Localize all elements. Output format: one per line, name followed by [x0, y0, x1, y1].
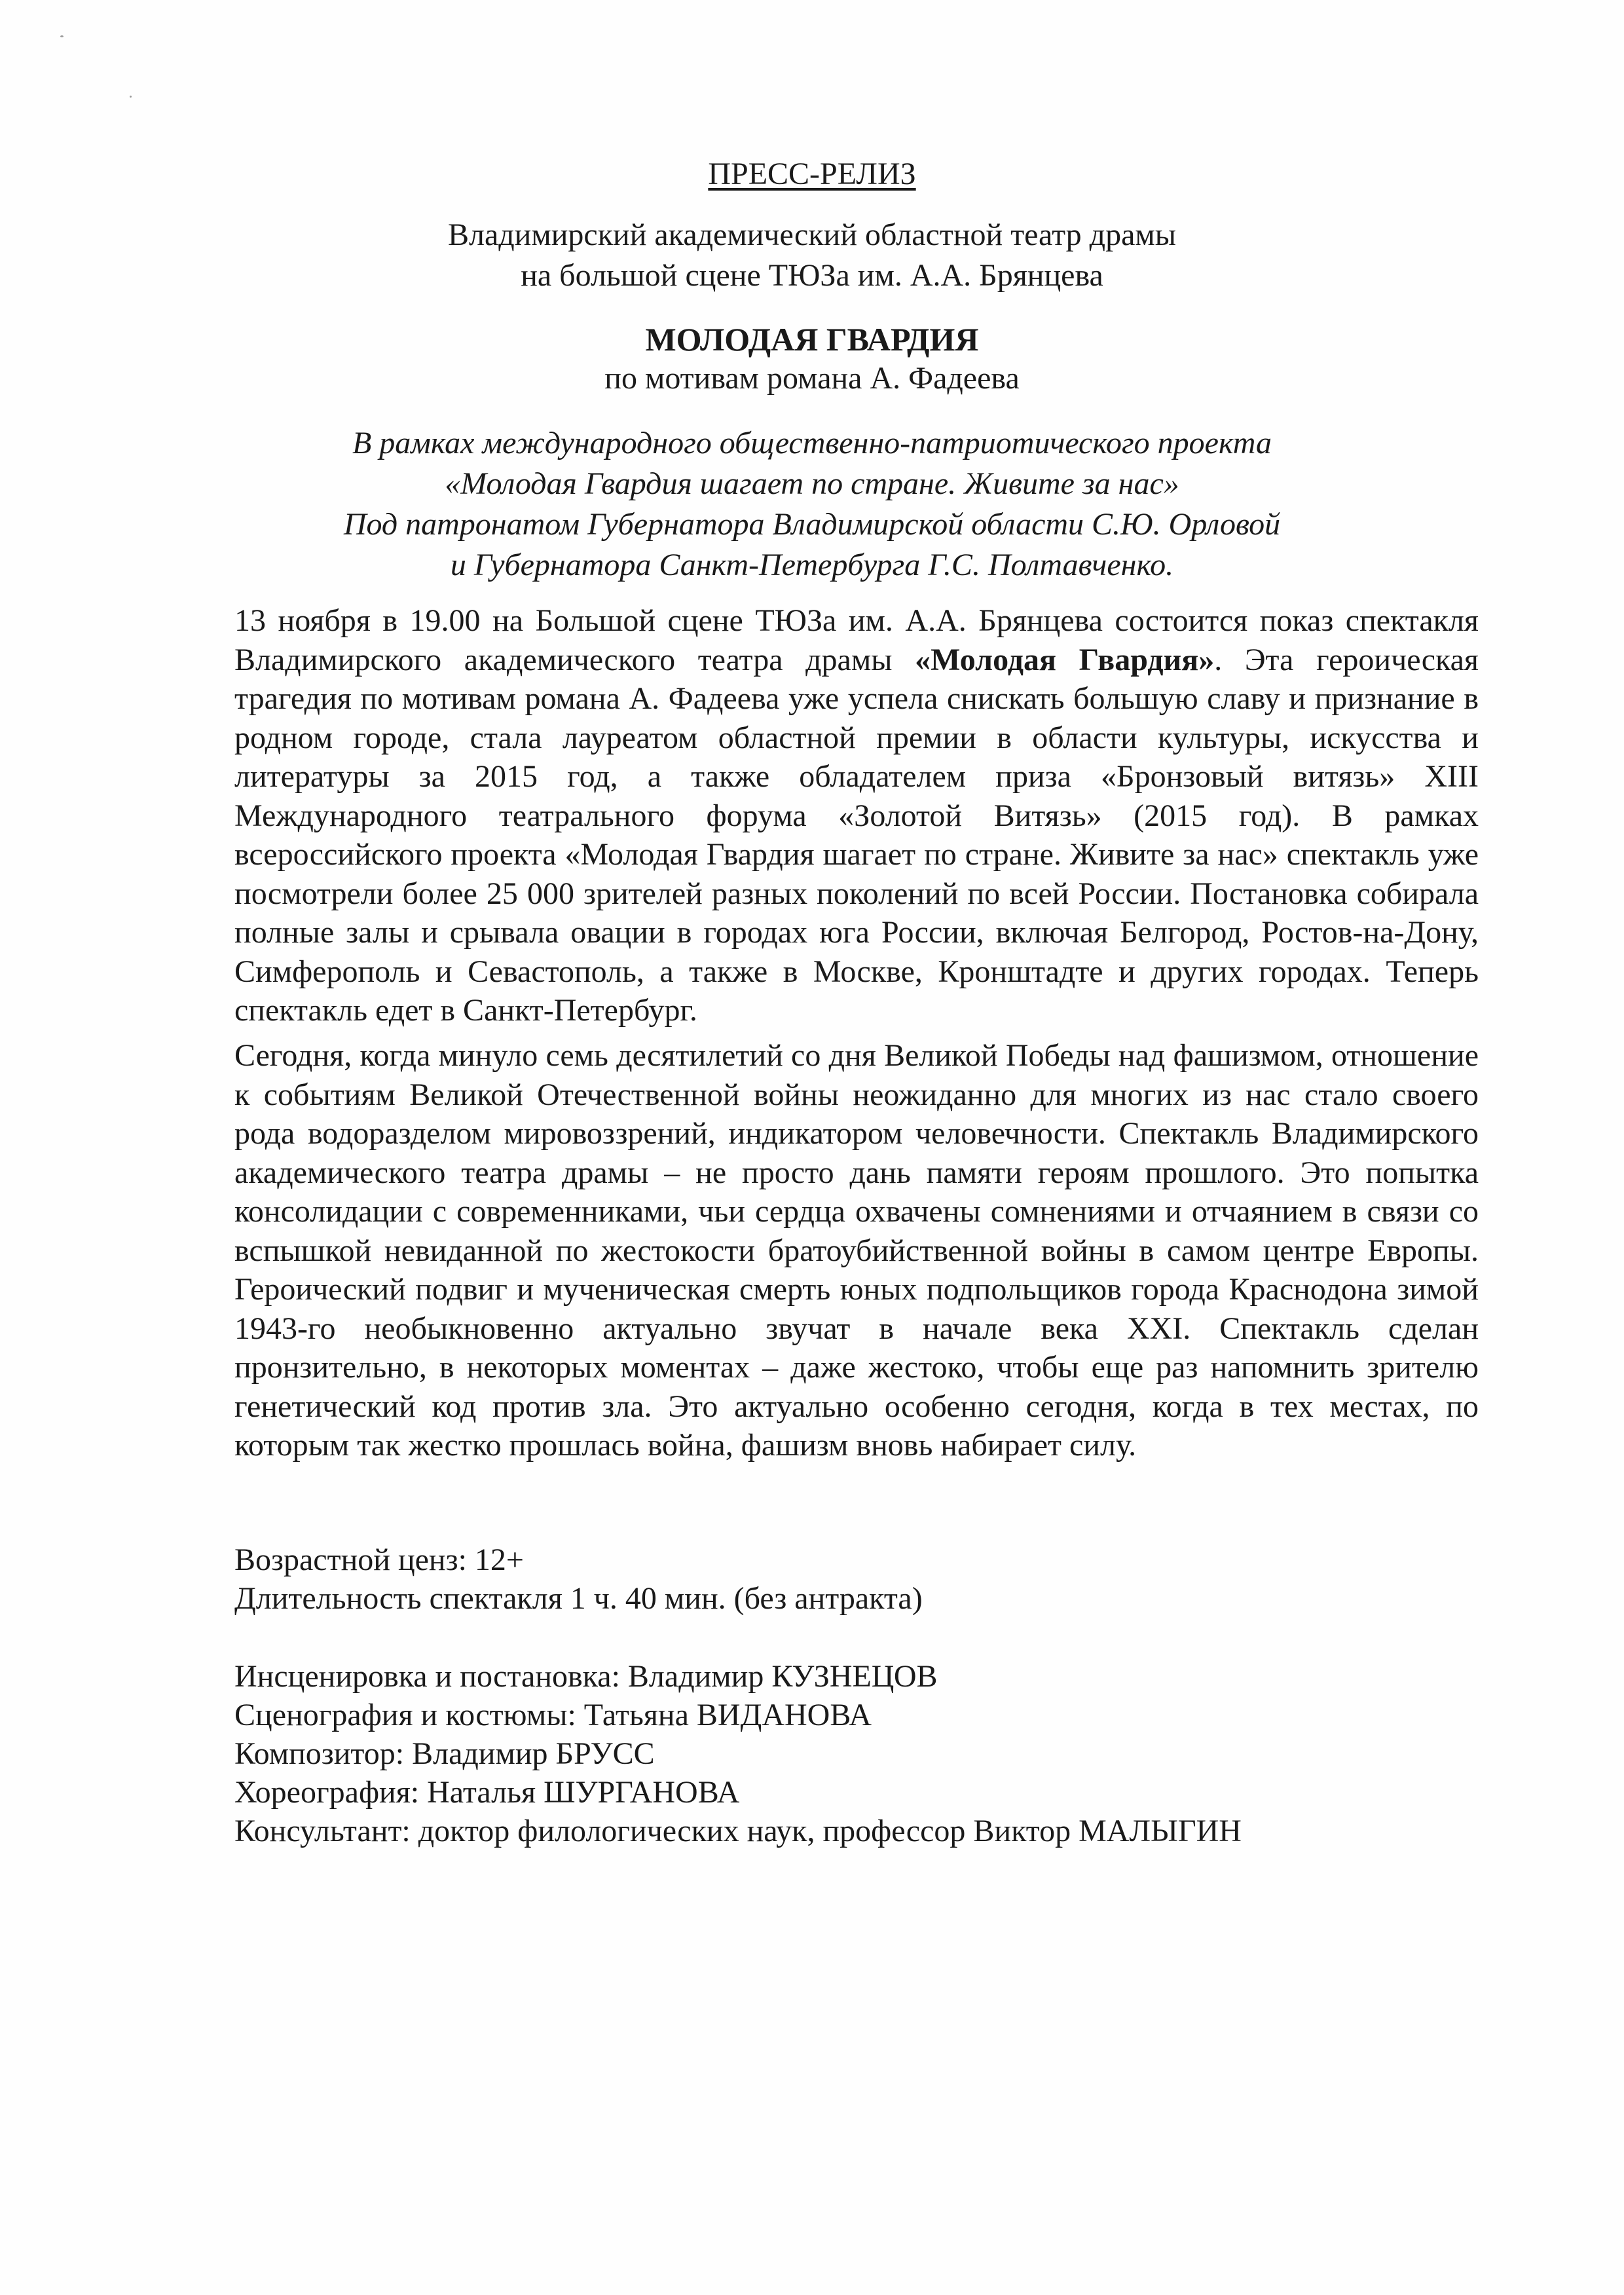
project-line: «Молодая Гвардия шагает по стране. Живите за нас» [445, 466, 1179, 501]
credit-line: Инсценировка и постановка: Владимир КУЗНЕЦОВ [234, 1659, 938, 1694]
play-title: МОЛОДАЯ ГВАРДИЯ [645, 321, 979, 358]
paragraph-text: 13 ноября в 19.00 на Большой сцене ТЮЗа им. А.А. Брянцева состоится показ спектакля Владимирского академического театра драмы [234, 603, 1479, 677]
organization-line: Владимирский академический областной театр драмы [447, 217, 1177, 252]
age-rating: Возрастной ценз: 12+ [234, 1542, 524, 1577]
credits-list [234, 1657, 1479, 1850]
scan-speck [130, 96, 132, 98]
project-block [0, 423, 1624, 586]
credit-line: Композитор: Владимир БРУСС [234, 1736, 655, 1771]
play-name-bold: «Молодая Гвардия» [915, 642, 1215, 677]
paragraph-announcement [234, 601, 1479, 1030]
play-subtitle: по мотивам романа А. Фадеева [604, 361, 1020, 396]
organization-block [0, 215, 1624, 296]
credit-line: Консультант: доктор филологических наук, профессор Виктор МАЛЫГИН [234, 1814, 1242, 1848]
project-line: и Губернатора Санкт-Петербурга Г.С. Полтавченко. [450, 548, 1174, 582]
paragraph-text: . Эта героическая трагедия по мотивам романа А. Фадеева уже успела снискать большую славу и признание в родном городе, стала лауреатом областной премии в области культуры, искусства и литературы за 2015 год, а также обладателем приза «Бронзовый витязь» XIII Международного театрального форума «Золотой Витязь» (2015 год). В рамках всероссийского проекта «Молодая Гвардия шагает по стране. Живите за нас» спектакль уже посмотрели более 25 000 зрителей разных поколений по всей России. Постановка собирала полные залы и срывала овации в городах юга России, включая Белгород, Ростов-на-Дону, Симферополь и Севастополь, а также в Москве, Кронштадте и других городах. Теперь спектакль едет в Санкт-Петербург. [234, 642, 1479, 1028]
credit-line: Хореография: Наталья ШУРГАНОВА [234, 1775, 740, 1810]
show-info [234, 1540, 1479, 1618]
project-line: В рамках международного общественно-патриотического проекта [352, 426, 1272, 460]
organization-line: на большой сцене ТЮЗа им. А.А. Брянцева [521, 258, 1103, 293]
credit-line: Сценография и костюмы: Татьяна ВИДАНОВА [234, 1698, 872, 1732]
paragraph-context: Сегодня, когда минуло семь десятилетий со дня Великой Победы над фашизмом, отношение к событиям Великой Отечественной войны неожиданно для многих из нас стало своего рода водоразделом мировоззрений, индикатором человечности. Спектакль Владимирского академического театра драмы – не просто дань памяти героям прошлого. Это попытка консолидации с современниками, чьи сердца охвачены сомнениями и отчаянием в связи со вспышкой невиданной по жестокости братоубийственной войны в самом центре Европы. Героический подвиг и мученическая смерть юных подпольщиков города Краснодона зимой 1943-го необыкновенно актуально звучат в начале века XXI. Спектакль сделан пронзительно, в некоторых моментах – даже жестоко, чтобы еще раз напомнить зрителю генетический код против зла. Это актуально особенно сегодня, когда в тех местах, по которым так жестко прошлась война, фашизм вновь набирает силу. [234, 1038, 1479, 1463]
scan-speck [60, 35, 64, 37]
press-release-heading: ПРЕСС-РЕЛИЗ [708, 157, 916, 191]
project-line: Под патронатом Губернатора Владимирской области С.Ю. Орловой [343, 507, 1281, 542]
duration: Длительность спектакля 1 ч. 40 мин. (без антракта) [234, 1581, 923, 1616]
